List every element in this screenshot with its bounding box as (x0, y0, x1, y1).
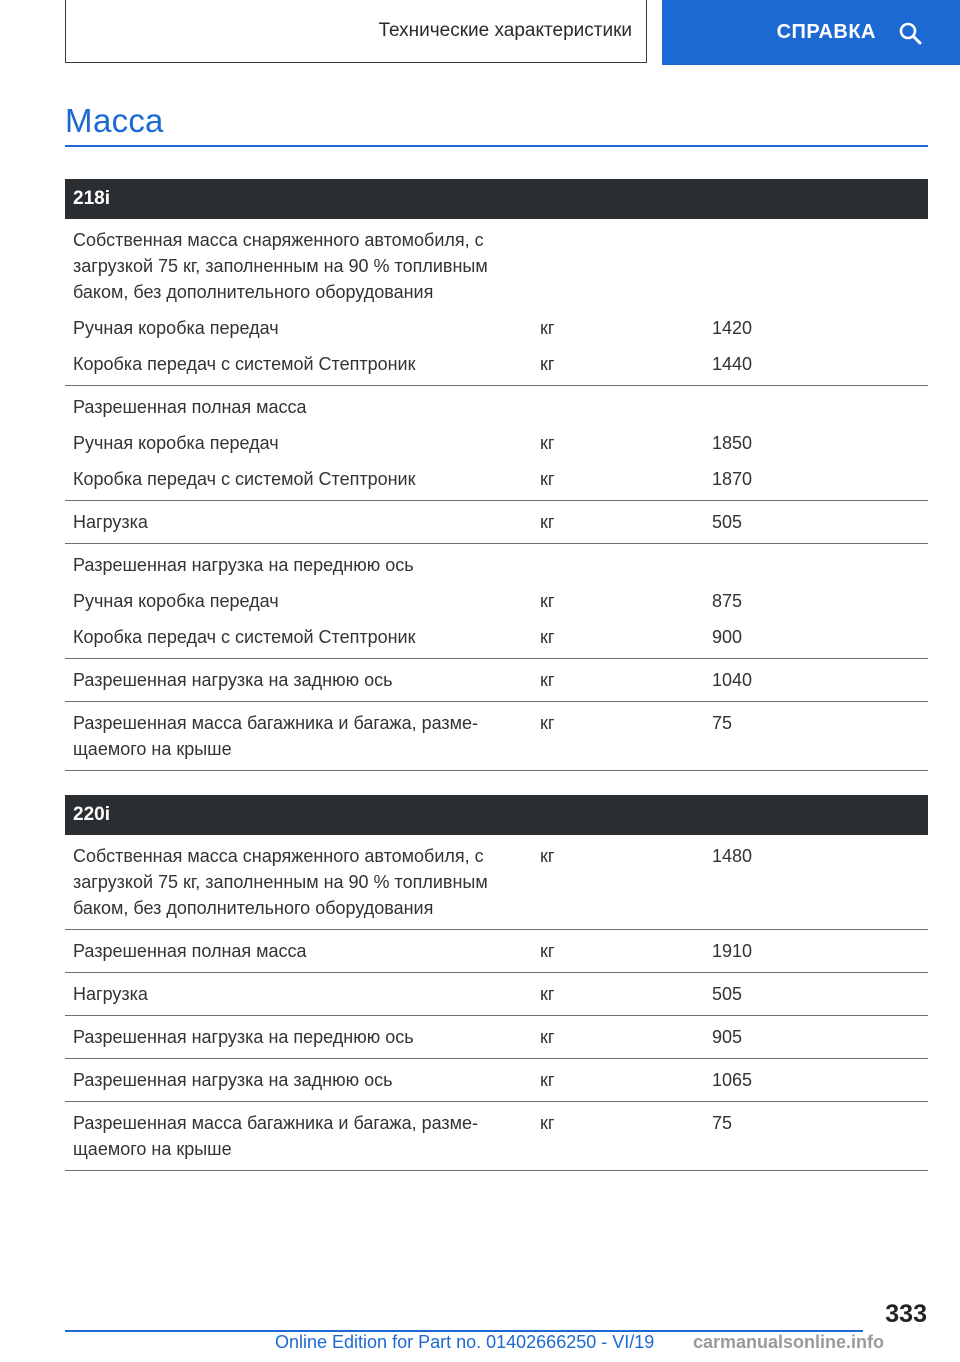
table-row (65, 930, 928, 972)
row-value: 1440 (712, 354, 753, 374)
row-unit (540, 394, 712, 420)
table-row (65, 1102, 928, 1170)
row-value (712, 227, 928, 305)
table-row (65, 219, 928, 310)
row-value: 1065 (712, 1070, 753, 1090)
table-group (65, 544, 928, 659)
section-title: Технические характеристики (378, 20, 632, 41)
table-row (65, 386, 928, 425)
table-group (65, 1059, 928, 1102)
row-unit: кг (540, 1070, 555, 1090)
table-row (65, 544, 928, 583)
row-label: Разрешенная нагрузка на заднюю ось (73, 1070, 393, 1090)
table-row (65, 619, 928, 658)
table-row (65, 973, 928, 1015)
table-row (65, 702, 928, 770)
row-unit: кг (540, 713, 555, 733)
row-value: 1420 (712, 318, 753, 338)
help-label: СПРАВКА (776, 21, 876, 43)
help-button[interactable] (662, 0, 960, 65)
table-row (65, 659, 928, 701)
row-value: 875 (712, 591, 743, 611)
row-unit: кг (540, 512, 555, 532)
row-label: Коробка передач с системой Стептроник (73, 469, 416, 489)
table-group (65, 835, 928, 930)
section-tab[interactable] (65, 0, 647, 63)
row-value: 75 (712, 1113, 733, 1133)
table-group (65, 219, 928, 386)
row-label: Разрешенная полная масса (73, 397, 307, 417)
row-value (712, 394, 928, 420)
row-value: 1480 (712, 846, 753, 866)
row-unit: кг (540, 984, 555, 1004)
table-group (65, 501, 928, 544)
search-icon[interactable] (898, 21, 922, 45)
row-value: 905 (712, 1027, 743, 1047)
row-unit: кг (540, 433, 555, 453)
table-group (65, 930, 928, 973)
row-unit: кг (540, 318, 555, 338)
table-group (65, 702, 928, 771)
page-title: Масса (65, 102, 164, 139)
spec-table-220i (65, 795, 928, 1171)
row-unit: кг (540, 941, 555, 961)
model-header: 218i (65, 179, 928, 219)
row-unit: кг (540, 469, 555, 489)
row-unit: кг (540, 354, 555, 374)
row-unit: кг (540, 1113, 555, 1133)
table-group (65, 1102, 928, 1171)
row-unit: кг (540, 846, 555, 866)
row-value: 1910 (712, 941, 753, 961)
row-value (712, 552, 928, 578)
row-value: 900 (712, 627, 743, 647)
row-label: Разрешенная нагрузка на переднюю ось (73, 1027, 414, 1047)
table-group (65, 659, 928, 702)
top-bar (0, 0, 960, 66)
table-row (65, 310, 928, 346)
model-header: 220i (65, 795, 928, 835)
spec-table-218i (65, 179, 928, 771)
row-value: 1870 (712, 469, 753, 489)
edition-text: Online Edition for Part no. 01402666250 - VI/19 (275, 1332, 655, 1352)
row-label: Разрешенная нагрузка на переднюю ось (73, 555, 414, 575)
table-row (65, 583, 928, 619)
table-row (65, 461, 928, 500)
watermark: carmanualsonline.info (693, 1332, 885, 1352)
row-label: Нагрузка (73, 984, 148, 1004)
row-value: 1850 (712, 433, 753, 453)
row-label: Разрешенная нагрузка на заднюю ось (73, 670, 393, 690)
table-row (65, 1059, 928, 1101)
table-group (65, 973, 928, 1016)
row-value: 505 (712, 512, 743, 532)
row-label: Нагрузка (73, 512, 148, 532)
table-group (65, 386, 928, 501)
row-label: Коробка передач с системой Стептроник (73, 354, 416, 374)
row-label: Ручная коробка передач (73, 591, 279, 611)
row-label: Разрешенная полная масса (73, 941, 307, 961)
table-row (65, 425, 928, 461)
row-unit: кг (540, 591, 555, 611)
page-number: 333 (885, 1300, 927, 1328)
row-value: 75 (712, 713, 733, 733)
row-unit (540, 227, 712, 305)
row-unit: кг (540, 627, 555, 647)
table-row (65, 835, 928, 929)
row-label: Собственная масса снаряженного автомобиля, с загрузкой 75 кг, заполненным на 90 % топливным баком, без дополнительного оборудования (73, 846, 488, 918)
row-label: Собственная масса снаряженного автомобиля, с загрузкой 75 кг, заполненным на 90 % топливным баком, без дополнительного оборудования (73, 230, 488, 302)
row-label: Разрешенная масса багажника и багажа, разме-щаемого на крыше (73, 1113, 479, 1159)
row-label: Коробка передач с системой Стептроник (73, 627, 416, 647)
table-group (65, 1016, 928, 1059)
row-unit: кг (540, 1027, 555, 1047)
title-divider (65, 145, 928, 147)
row-label: Разрешенная масса багажника и багажа, разме-щаемого на крыше (73, 713, 479, 759)
row-unit (540, 552, 712, 578)
row-value: 505 (712, 984, 743, 1004)
row-label: Ручная коробка передач (73, 433, 279, 453)
table-row (65, 346, 928, 385)
table-row (65, 501, 928, 543)
row-value: 1040 (712, 670, 753, 690)
table-row (65, 1016, 928, 1058)
row-unit: кг (540, 670, 555, 690)
row-label: Ручная коробка передач (73, 318, 279, 338)
